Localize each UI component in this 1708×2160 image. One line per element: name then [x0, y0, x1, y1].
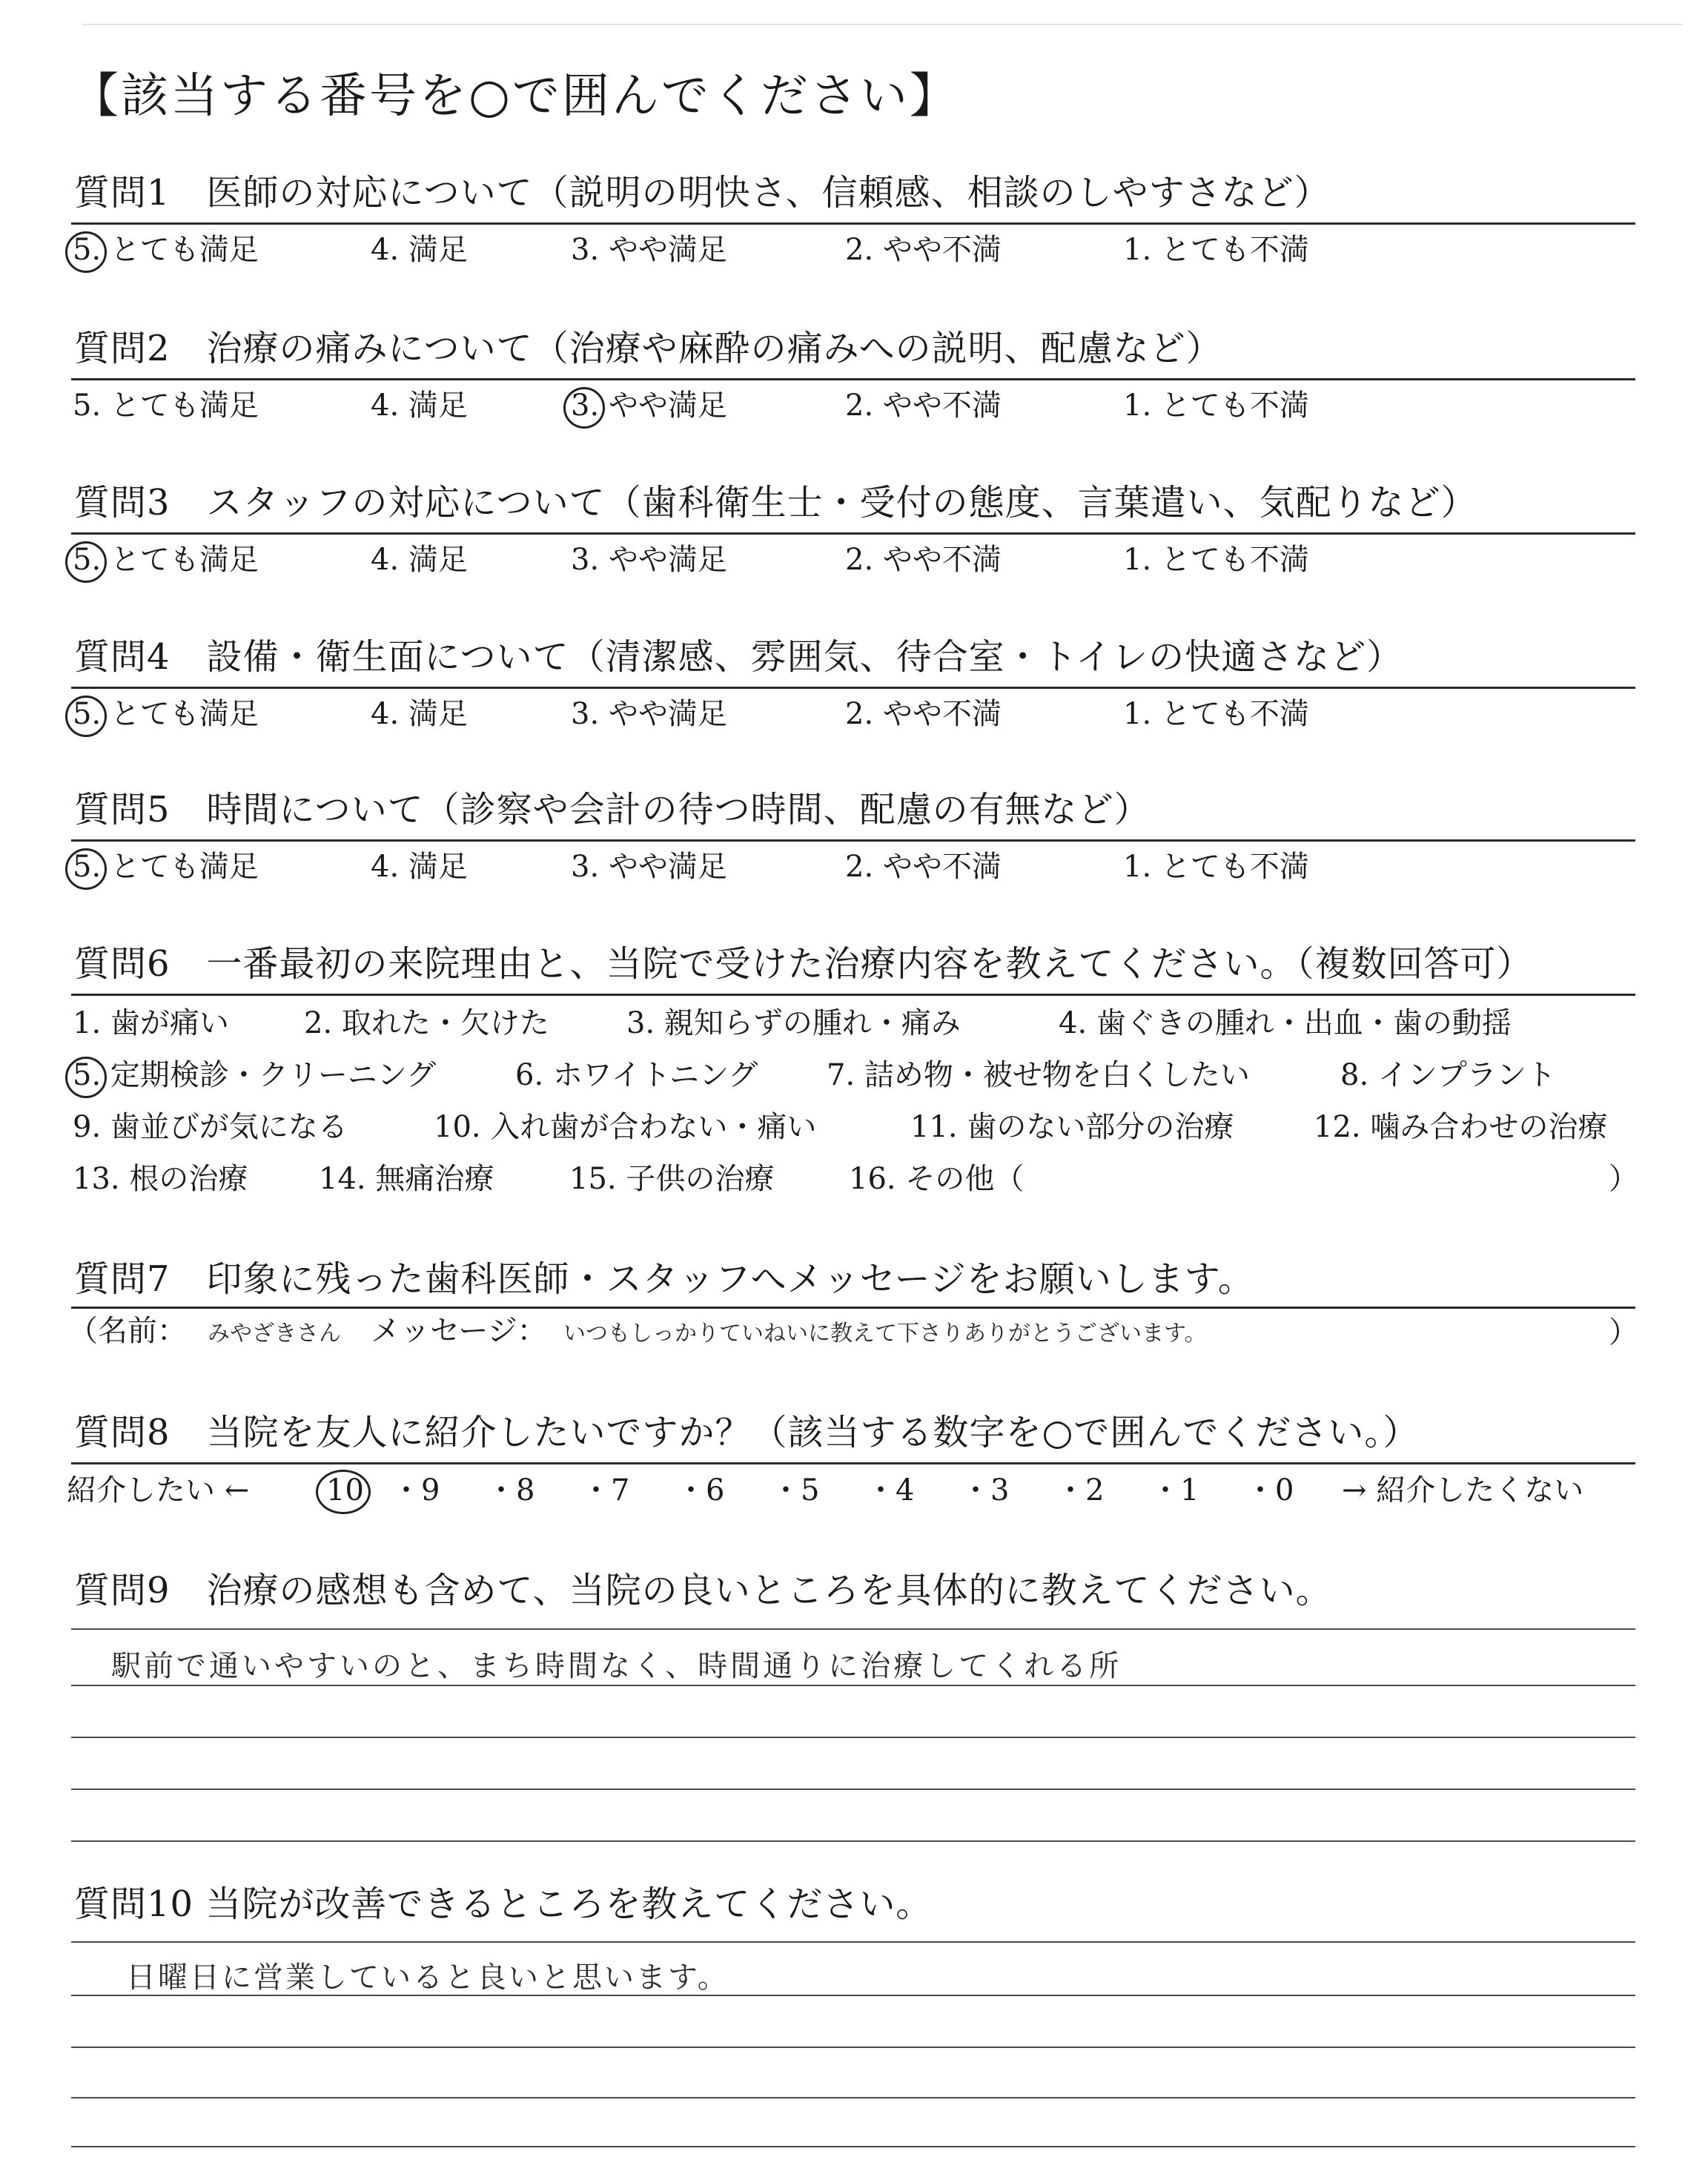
q6-option-6[interactable]: 6. ホワイトニング: [515, 1058, 758, 1092]
q8-scale-4[interactable]: 4: [896, 1473, 915, 1507]
q3-option-2[interactable]: 2. やや不満: [845, 543, 1002, 577]
q8-scale-separator: ・: [486, 1473, 516, 1507]
q3-title: 質問3 スタッフの対応について（歯科衛生士・受付の態度、言葉遣い、気配りなど）: [74, 482, 1477, 524]
q5-selected-circle[interactable]: [65, 848, 107, 890]
q3-option-4[interactable]: 4. 満足: [371, 543, 468, 577]
q1-option-4[interactable]: 4. 満足: [371, 233, 468, 267]
q1-rule: [71, 222, 1635, 225]
q3-selected-circle[interactable]: [65, 541, 107, 583]
q2-rule: [71, 378, 1635, 380]
q6-other-close: ）: [1609, 1162, 1638, 1196]
q6-option-16[interactable]: 16. その他（: [849, 1162, 1025, 1196]
q8-scale-3[interactable]: 3: [990, 1473, 1010, 1507]
q5-option-4[interactable]: 4. 満足: [371, 850, 468, 884]
q4-option-4[interactable]: 4. 満足: [371, 697, 468, 731]
q6-option-1[interactable]: 1. 歯が痛い: [73, 1006, 229, 1040]
q3-rule: [71, 532, 1635, 535]
q4-title: 質問4 設備・衛生面について（清潔感、雰囲気、待合室・トイレの快適さなど）: [74, 636, 1403, 678]
q1-option-2[interactable]: 2. やや不満: [845, 233, 1002, 267]
q8-scale-8[interactable]: 8: [516, 1473, 535, 1507]
q9-line-3: [71, 1737, 1635, 1738]
q6-option-13[interactable]: 13. 根の治療: [73, 1162, 248, 1196]
q9-line-5: [71, 1840, 1635, 1842]
q1-option-3[interactable]: 3. やや満足: [571, 233, 727, 267]
q7-title: 質問7 印象に残った歯科医師・スタッフへメッセージをお願いします。: [74, 1258, 1254, 1300]
q4-selected-circle[interactable]: [65, 696, 107, 737]
q6-option-15[interactable]: 15. 子供の治療: [569, 1162, 775, 1196]
q8-scale-separator: ・: [581, 1473, 611, 1507]
q8-scale-separator: ・: [866, 1473, 896, 1507]
q7-name-value[interactable]: みやざきさん: [208, 1321, 341, 1347]
q7-rule: [71, 1307, 1635, 1309]
q6-option-12[interactable]: 12. 噛み合わせの治療: [1314, 1110, 1608, 1144]
q10-line-4: [71, 2097, 1635, 2098]
q2-option-5[interactable]: 5. とても満足: [73, 389, 259, 423]
q9-title: 質問9 治療の感想も含めて、当院の良いところを具体的に教えてください。: [74, 1570, 1332, 1611]
q6-option-8[interactable]: 8. インプラント: [1340, 1058, 1556, 1092]
q2-option-4[interactable]: 4. 満足: [371, 389, 468, 423]
q6-option-9[interactable]: 9. 歯並びが気になる: [73, 1110, 348, 1144]
q8-scale-5[interactable]: 5: [801, 1473, 820, 1507]
q6-option-14[interactable]: 14. 無痛治療: [319, 1162, 494, 1196]
q8-rule: [71, 1462, 1635, 1464]
q8-right-label: → 紹介したくない: [1342, 1473, 1584, 1507]
q8-left-label: 紹介したい ←: [67, 1473, 250, 1507]
q7-close: ）: [1609, 1315, 1638, 1350]
q10-line-1: [71, 1941, 1635, 1943]
q5-title: 質問5 時間について（診察や会計の待つ時間、配慮の有無など）: [74, 789, 1151, 830]
q8-scale-separator: ・: [391, 1473, 421, 1507]
q10-line-3: [71, 2047, 1635, 2048]
q1-title: 質問1 医師の対応について（説明の明快さ、信頼感、相談のしやすさなど）: [74, 172, 1331, 214]
q1-option-5[interactable]: 5. とても満足: [73, 233, 259, 267]
q3-option-3[interactable]: 3. やや満足: [571, 543, 727, 577]
q6-option-5[interactable]: 5. 定期検診・クリーニング: [73, 1058, 437, 1092]
q1-selected-circle[interactable]: [65, 231, 107, 273]
q5-option-2[interactable]: 2. やや不満: [845, 850, 1002, 884]
q10-answer[interactable]: 日曜日に営業していると良いと思います。: [126, 1961, 729, 1995]
q7-message-value[interactable]: いつもしっかりていねいに教えて下さりありがとうございます。: [563, 1321, 1207, 1347]
q5-option-1[interactable]: 1. とても不満: [1123, 850, 1309, 884]
q4-option-3[interactable]: 3. やや満足: [571, 697, 727, 731]
q10-line-2: [71, 1995, 1635, 1996]
q7-name-label: （名前：: [68, 1314, 187, 1348]
q3-option-5[interactable]: 5. とても満足: [73, 543, 259, 577]
q4-option-1[interactable]: 1. とても不満: [1123, 697, 1309, 731]
q6-selected-circle[interactable]: [65, 1057, 107, 1098]
q9-line-1: [71, 1628, 1635, 1630]
q2-selected-circle[interactable]: [563, 387, 605, 429]
q8-scale-1[interactable]: 1: [1180, 1473, 1199, 1507]
q8-scale-separator: ・: [961, 1473, 990, 1507]
q10-line-5: [71, 2146, 1635, 2147]
q6-option-4[interactable]: 4. 歯ぐきの腫れ・出血・歯の動揺: [1059, 1006, 1512, 1040]
q8-scale-2[interactable]: 2: [1085, 1473, 1105, 1507]
q3-option-1[interactable]: 1. とても不満: [1123, 543, 1309, 577]
q2-title: 質問2 治療の痛みについて（治療や麻酔の痛みへの説明、配慮など）: [74, 328, 1222, 369]
q8-scale-separator: ・: [676, 1473, 706, 1507]
q8-scale-10[interactable]: 10: [326, 1473, 364, 1507]
q5-option-5[interactable]: 5. とても満足: [73, 850, 259, 884]
q8-scale-7[interactable]: 7: [611, 1473, 630, 1507]
q6-option-3[interactable]: 3. 親知らずの腫れ・痛み: [626, 1006, 961, 1040]
q8-selected-circle[interactable]: [316, 1470, 371, 1514]
q10-title: 質問10 当院が改善できるところを教えてください。: [74, 1883, 933, 1925]
q2-option-3[interactable]: 3. やや満足: [571, 389, 727, 423]
q8-scale-separator: ・: [1245, 1473, 1275, 1507]
q6-option-2[interactable]: 2. 取れた・欠けた: [304, 1006, 549, 1040]
q8-scale-0[interactable]: 0: [1275, 1473, 1294, 1507]
q4-option-5[interactable]: 5. とても満足: [73, 697, 259, 731]
q5-rule: [71, 839, 1635, 842]
q6-option-11[interactable]: 11. 歯のない部分の治療: [910, 1110, 1234, 1144]
q8-title: 質問8 当院を友人に紹介したいですか？（該当する数字を○で囲んでください。）: [74, 1412, 1420, 1453]
q2-option-1[interactable]: 1. とても不満: [1123, 389, 1309, 423]
q8-scale-separator: ・: [1056, 1473, 1085, 1507]
q4-rule: [71, 687, 1635, 689]
q8-scale-9[interactable]: 9: [421, 1473, 440, 1507]
page-header: 【該当する番号を○で囲んでください】: [71, 69, 959, 124]
q9-line-2: [71, 1685, 1635, 1686]
q6-title: 質問6 一番最初の来院理由と、当院で受けた治療内容を教えてください。（複数回答可）: [74, 943, 1533, 985]
q9-line-4: [71, 1789, 1635, 1790]
q8-scale-separator: ・: [771, 1473, 801, 1507]
q1-option-1[interactable]: 1. とても不満: [1123, 233, 1309, 267]
q6-rule: [71, 994, 1635, 996]
q4-option-2[interactable]: 2. やや不満: [845, 697, 1002, 731]
q9-answer[interactable]: 駅前で通いやすいのと、まち時間なく、時間通りに治療してくれる所: [111, 1649, 1122, 1683]
scan-edge-line: [82, 24, 1683, 25]
q5-option-3[interactable]: 3. やや満足: [571, 850, 727, 884]
q8-scale-separator: ・: [1151, 1473, 1180, 1507]
q8-scale-6[interactable]: 6: [706, 1473, 725, 1507]
q6-option-10[interactable]: 10. 入れ歯が合わない・痛い: [434, 1110, 817, 1144]
q7-message-label: メッセージ：: [371, 1314, 547, 1348]
q2-option-2[interactable]: 2. やや不満: [845, 389, 1002, 423]
q6-option-7[interactable]: 7. 詰め物・被せ物を白くしたい: [827, 1058, 1250, 1092]
